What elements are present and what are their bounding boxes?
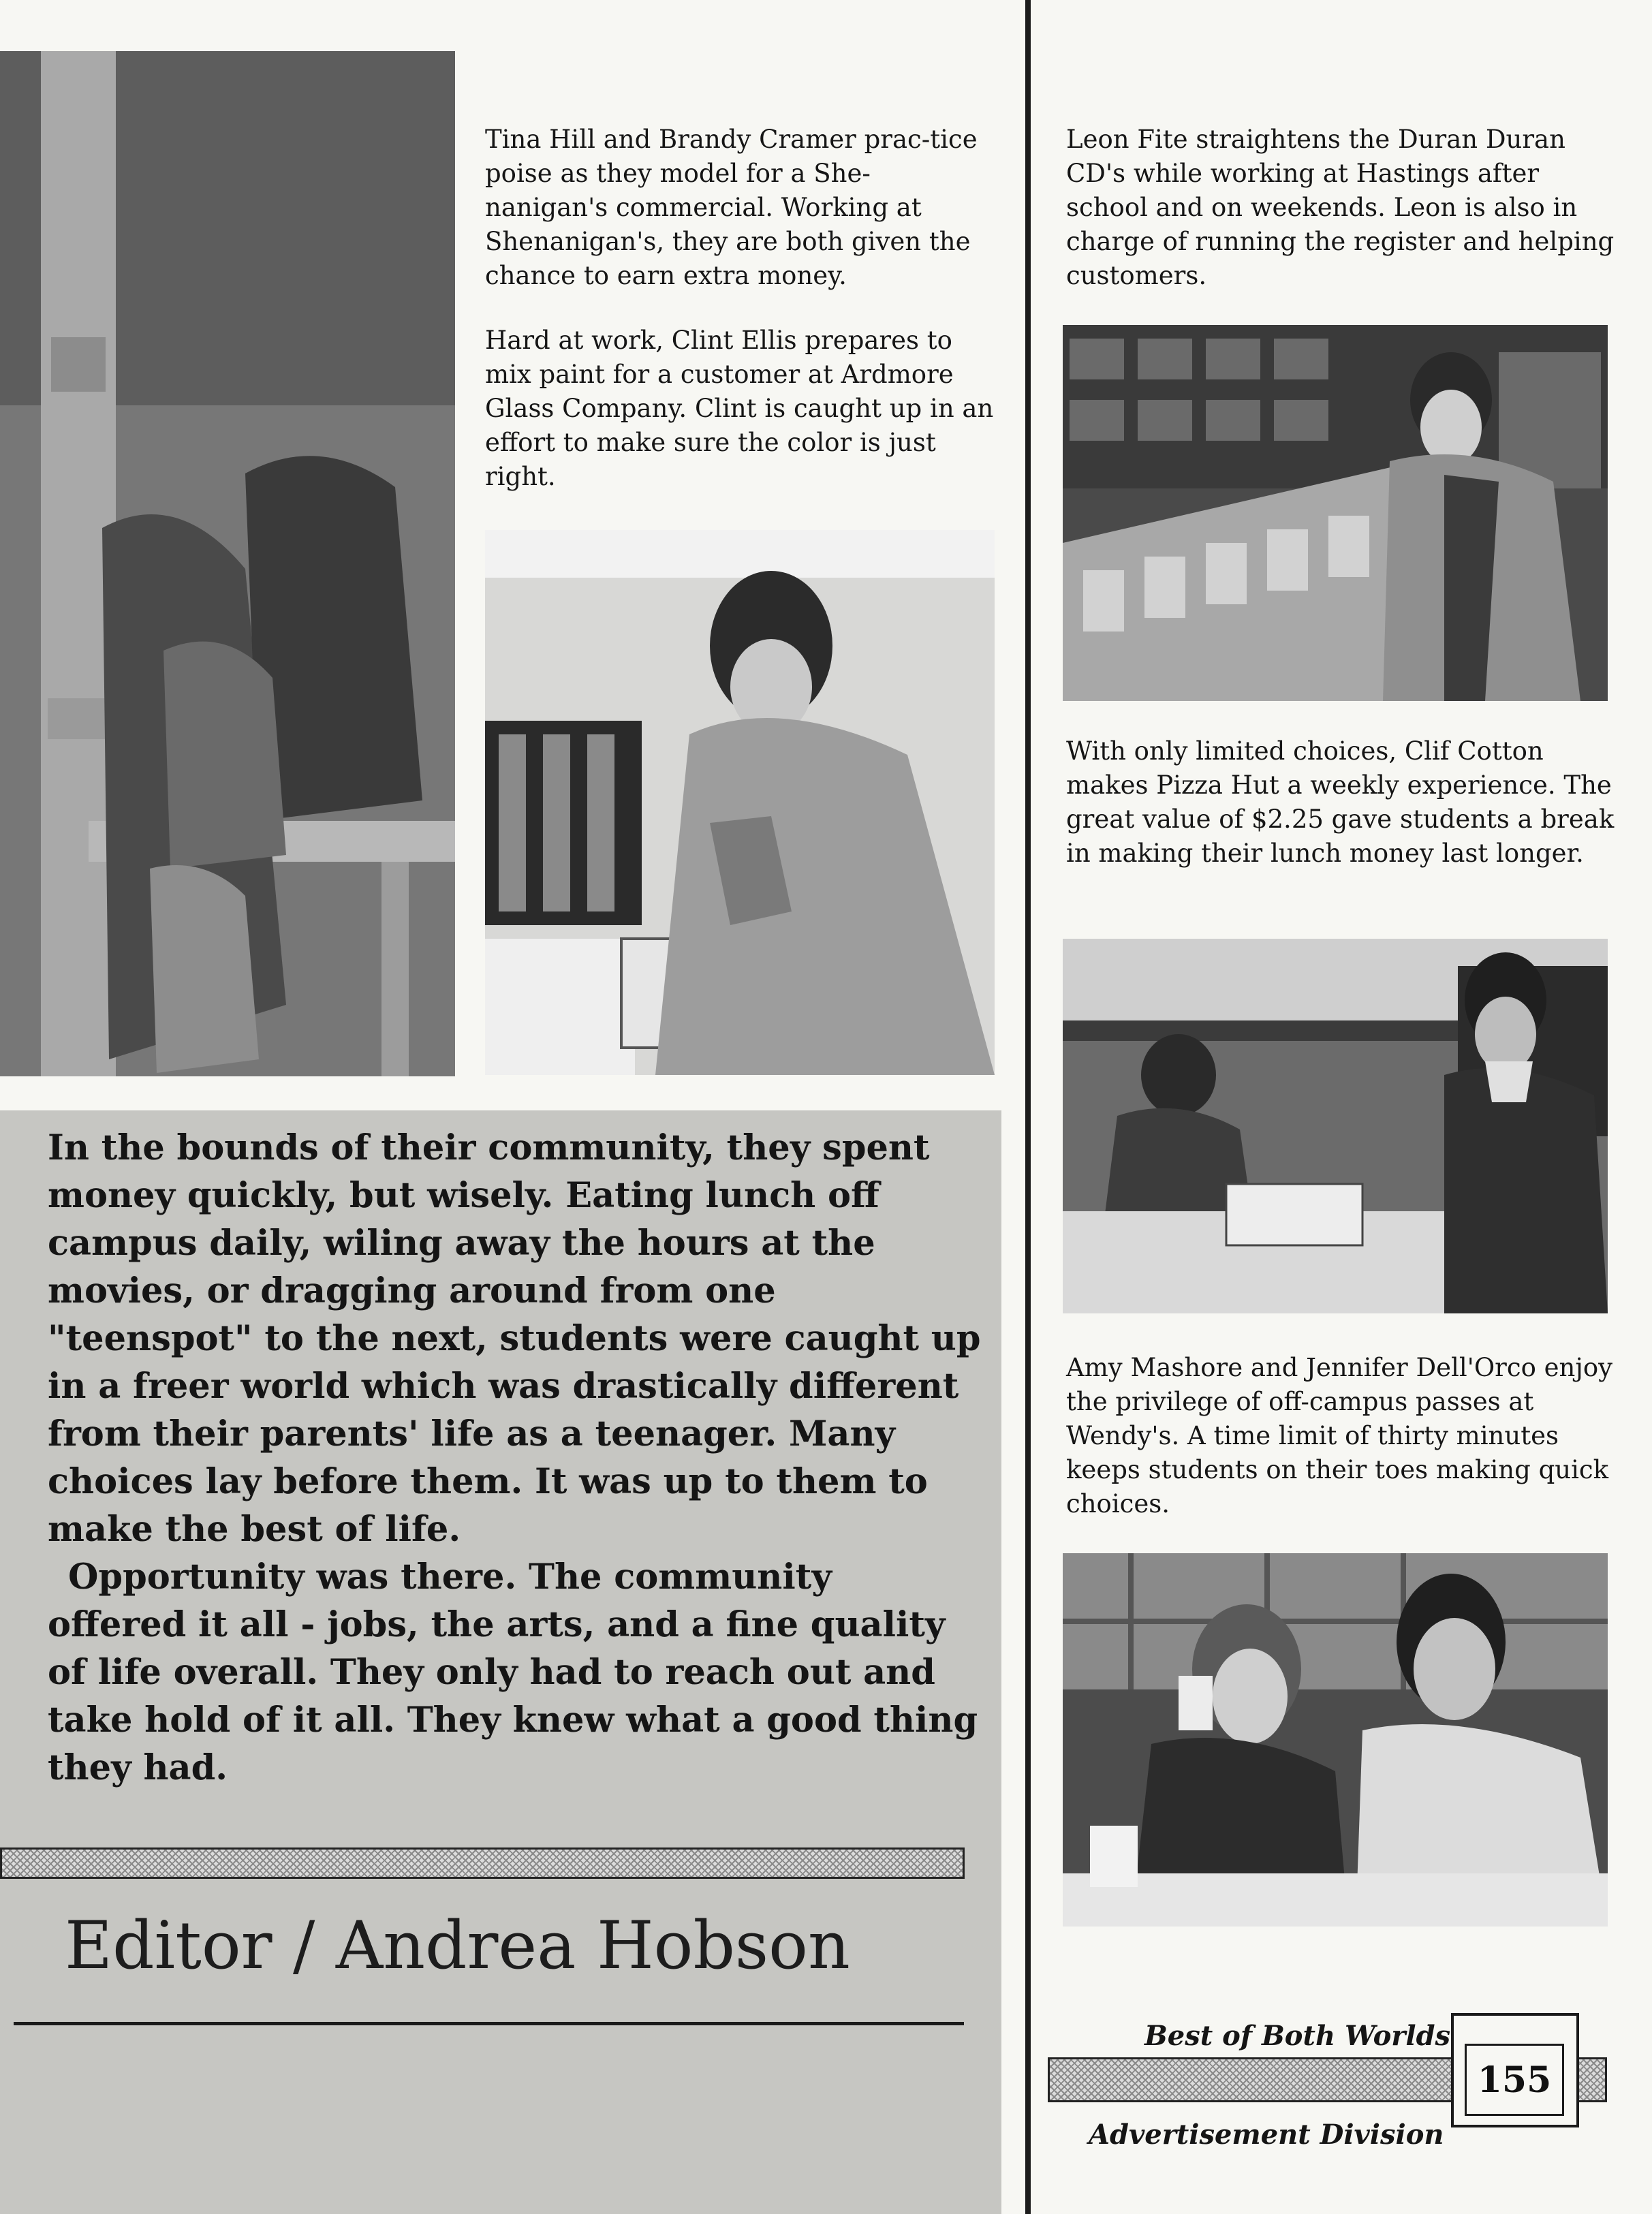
editor-byline: Editor / Andrea Hobson <box>65 1907 850 1984</box>
hatched-bar <box>0 1847 965 1879</box>
folio-section: Best of Both Worlds <box>1144 2020 1451 2052</box>
page-number: 155 <box>1465 2044 1564 2116</box>
caption-pizza-hut: With only limited choices, Clif Cotton makes Pizza Hut a weekly experience. The great value of $2.25 gave students a break in making their lunch money last longer. <box>1066 736 1615 868</box>
caption-shenanigans: Tina Hill and Brandy Cramer prac-tice poise as they model for a She-nanigan's commercial. Working at Shenanigan's, they are both given the chance to earn extra money. <box>485 125 978 290</box>
record-store-photo <box>1063 325 1608 701</box>
body-paragraph-2: Opportunity was there. The community offered it all - jobs, the arts, and a fine quality of life overall. They only had to reach out and take hold of it all. They knew what a good thing they had. <box>48 1557 978 1788</box>
body-copy <box>0 1124 981 1792</box>
caption-glass-company: Hard at work, Clint Ellis prepares to mix paint for a customer at Ardmore Glass Company. Clint is caught up in an effort to make sure the color is just right. <box>485 326 994 491</box>
byline-rule <box>14 2022 964 2025</box>
caption-hastings: Leon Fite straightens the Duran Duran CD's while working at Hastings after school and on weekends. Leon is also in charge of running the register and helping customers. <box>1066 125 1615 290</box>
pizza-counter-photo <box>1063 939 1608 1313</box>
caption-wendys: Amy Mashore and Jennifer Dell'Orco enjoy the privilege of off-campus passes at Wendy's. A time limit of thirty minutes keeps students on their toes making quick choices. <box>1066 1353 1613 1518</box>
body-paragraph-1: In the bounds of their community, they spent money quickly, but wisely. Eating lunch off campus daily, wiling away the hours at the movies, or dragging around from one "teenspot" to the next, students were caught up in a freer world which was drastically different from their parents' life as a teenager. Many choices lay before them. It was up to them to make the best of life. <box>48 1127 981 1550</box>
folio-division: Advertisement Division <box>1089 2119 1444 2151</box>
paint-mixing-photo <box>485 530 995 1075</box>
column-divider <box>1025 0 1031 2214</box>
clothing-rack-photo <box>0 51 455 1076</box>
restaurant-lunch-photo <box>1063 1553 1608 1927</box>
